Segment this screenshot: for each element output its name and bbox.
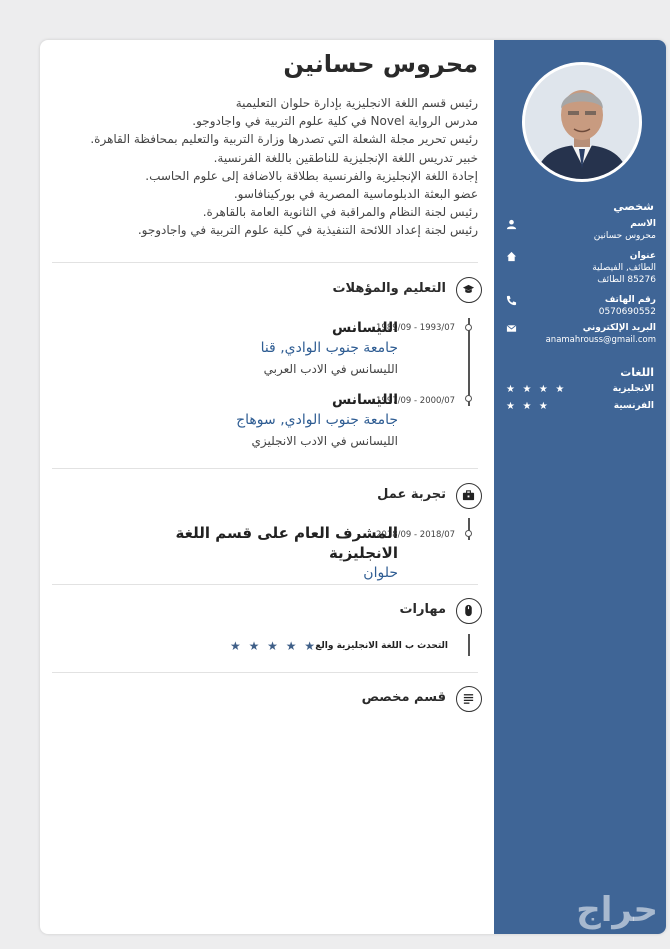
language-row [506,401,654,415]
summary-line: رئيس تحرير مجلة الشعلة التي تصدرها وزارة التربية والتعليم بمحافظة القاهرة. [90,132,478,147]
timeline-line [468,318,470,406]
mail-icon [506,323,517,334]
divider [52,468,478,469]
phone-value[interactable]: 0570690552 [598,307,656,317]
summary-line: مدرس الرواية Novel في كلية علوم التربية في واجادوجو. [192,114,478,129]
language-name: الانجليزية [612,384,654,394]
divider [52,584,478,585]
education-date: 1997/09 - 2000/07 [376,396,456,406]
skills-title: مهارات [399,602,446,617]
education-title: التعليم والمؤهلات [332,281,446,296]
experience-entry [108,523,398,583]
language-stars: ★ ★ ★ ★ [506,384,567,395]
mouse-icon [456,598,482,624]
main-content [40,40,494,934]
summary-line: رئيس لجنة النظام والمراقبة في الثانوية العامة بالقاهرة. [202,205,478,220]
sidebar-phone [506,294,656,318]
summary [58,94,478,240]
address-line1: الطائف, الفيصلية [592,263,656,273]
custom-section-title: قسم مخصص [361,690,446,705]
divider [52,672,478,673]
person-icon [506,219,517,230]
sidebar-address [506,250,656,286]
timeline-dot [465,530,472,537]
education-entry [138,318,398,380]
education-section-header [282,277,482,305]
custom-section-header [282,686,482,714]
summary-line: رئيس لجنة إعداد اللائحة التنفيذية في كلية علوم التربية في واجادوجو. [137,223,478,238]
language-row [506,384,654,398]
degree: الليسانس [331,320,398,336]
language-stars: ★ ★ ★ [506,401,550,412]
summary-line: إجادة اللغة الإنجليزية والفرنسية بطلاقة بالاضافة إلى علوم الحاسب. [145,168,478,183]
education-entry [138,390,398,452]
address-label: عنوان [629,251,656,261]
resume-page [40,40,666,934]
phone-label: رقم الهاتف [604,295,656,305]
degree: الليسانس [331,392,398,408]
languages-section-title: اللغات [620,366,654,379]
sidebar-name [506,218,656,242]
language-name: الفرنسية [613,401,654,411]
personal-section-title: شخصي [613,200,654,213]
sidebar [494,40,666,934]
skill-row [230,639,470,655]
watermark-logo: حراج [576,890,658,930]
job-title: المشرف العام على قسم اللغة الانجليزية [175,524,398,562]
phone-icon [506,295,517,306]
employer: حلوان [363,565,398,581]
experience-section-header [282,483,482,511]
graduation-cap-icon [456,277,482,303]
summary-line: رئيس قسم اللغة الانجليزية بإدارة حلوان التعليمية [235,96,478,110]
document-lines-icon [456,686,482,712]
timeline-dot [465,324,472,331]
experience-title: تجربة عمل [377,487,446,502]
divider [52,262,478,263]
page-title: محروس حسانين [283,50,478,78]
email-value[interactable]: anamahrouss@gmail.com [545,335,656,345]
experience-date: 2018/09 - 2018/07 [376,530,456,540]
email-label: البريد الإلكتروني [582,323,656,333]
skill-stars: ★ ★ ★ ★ ★ [230,639,318,653]
address-line2: 85276 الطائف [597,275,656,285]
name-value: محروس حسانين [593,231,656,241]
degree-description: الليسانس في الادب العربي [263,362,398,376]
briefcase-icon [456,483,482,509]
summary-line: عضو البعثة الدبلوماسية المصرية في بوركينافاسو. [233,187,478,202]
degree-description: الليسانس في الادب الانجليزي [251,434,398,448]
home-icon [506,251,517,262]
institution: جامعة جنوب الوادي, سوهاج [236,412,398,428]
institution: جامعة جنوب الوادي, قنا [260,340,398,356]
skills-section-header [282,598,482,626]
education-date: 1989/09 - 1993/07 [376,323,456,333]
name-label: الاسم [630,219,656,229]
skill-label: التحدث ب اللغة الانجليزية والع [315,641,448,651]
timeline-dot [465,395,472,402]
profile-photo [522,62,642,182]
summary-line: خبير تدريس اللغة الإنجليزية للناطقين باللغة الفرنسية. [213,150,478,165]
sidebar-email [506,322,656,346]
